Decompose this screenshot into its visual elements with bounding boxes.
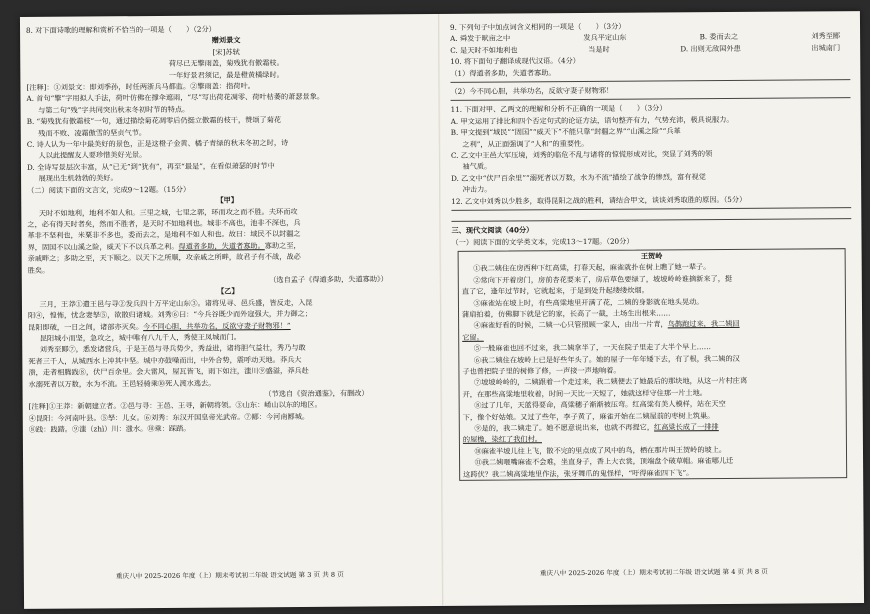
question-10: 10. 将下面句子翻译成现代汉语。（4分） — [450, 56, 580, 67]
story-para: ①我二姨住在房西种下红高粱，打春天起，麻雀就扑在树上瞧了她一辈子。 — [473, 262, 711, 274]
poem-author: [宋]苏轼 — [212, 47, 240, 57]
option-d: D. 全诗写景层次丰富，从“已无”到“犹有”，再至“最是”，在看似萧瑟的时节中 — [26, 161, 275, 172]
story-para: 的屋檐，染红了我们村。 — [462, 434, 543, 445]
yi-line: 昆阳即破，一日之间，诸部亦灭矣。今不同心胆，共举功名，反欲守妻子财物邪！” — [28, 320, 291, 332]
yi-line: 三月，王莽①遣王邑与寻②发兵四十万平定山东③。诸将见寻、邑兵盛，皆反走，入昆 — [39, 297, 313, 309]
jia-line: 革非不坚利也，米粟非不多也，委而去之，是地利不如人和也。故曰：域民不以封疆之 — [27, 229, 301, 241]
question-9: 9. 下列句子中加点词含义相同的一项是（ ）（3分） — [449, 21, 626, 32]
underlined-sentence: 今不同心胆，共举功名，反欲守妻子财物邪！” — [143, 320, 291, 331]
q9-options-row: A. 舜发于畎亩之中 发兵平定山东 B. 委而去之 刘秀至郾 — [450, 31, 841, 44]
option-d-cont: 展现出生机勃勃的美好。 — [38, 173, 118, 184]
page-footer: 重庆八中 2025-2026 年度（上）期末考试初二年级 语文试题 第 3 页 共 8 页 — [115, 570, 344, 580]
section-instruction: （一）阅读下面的文学类文本，完成13～17题。（20分） — [451, 236, 634, 247]
q11-option-a: A. 甲文运用了排比和四个否定句式的论证方法，语句整齐有力，气势充沛，极具说服力。 — [450, 114, 734, 126]
option-b: B. “菊残犹有傲霜枝”一句，通过描绘菊花凋零后仍挺立傲霜的枝干，赞颂了菊花 — [26, 115, 282, 127]
story-para: ②常向下开着房门，房前杏花要来了，房后草色要绿了，坡坡岭岭谁摘新来了，挺 — [473, 273, 733, 285]
poem-title: 赠刘景文 — [211, 35, 241, 46]
answer-line — [450, 79, 850, 83]
story-para: 它留。 — [462, 332, 484, 342]
passage-yi-label: 【乙】 — [217, 286, 239, 296]
poem-note: [注释]：①刘景文：即刘季孙，时任两浙兵马都监。②擎雨盖：指荷叶。 — [26, 81, 255, 92]
q11-option-d: D. 乙文中“伏尸百余里”“溺死者以万数，水为不流”描绘了战争的惨烈，富有视觉 — [451, 172, 706, 183]
jia-line: 界，固国不以山溪之险，威天下不以兵革之利。得道者多助，失道者寡助。寡助之至， — [27, 240, 301, 252]
reading-instruction: （二）阅读下面的文言文，完成9～12题。（15分） — [27, 184, 191, 195]
story-para: ⑤一般麻雀也回不过来，我二姨拿半了，一天在院子里走了大半个早上…… — [473, 342, 712, 353]
question-8: 8. 对下面诗歌的理解和赏析不恰当的一项是（ ）（2分） — [26, 24, 216, 35]
q11-option-b: B. 甲文提到“域民”“固国”“威天下”不能只靠“封疆之界”“山溪之险”“兵革 — [450, 126, 681, 138]
story-para: 子也曾把院子里的树修了修，一声接一声地响着。 — [462, 365, 621, 376]
question-12: 12. 乙文中刘秀以少胜多，取得昆阳之战的胜利，请结合甲文，谈谈刘秀取胜的原因。（5分） — [451, 194, 747, 206]
story-para: ③麻雀站在坡上时，有些高粱地里开满了花，二姨的身影就在地头晃动。 — [473, 296, 704, 308]
option-a-cont: 与第二句“残”字共同突出秋末冬初时节的特点。 — [38, 104, 190, 115]
option-a: A. 首句“擎”字用拟人手法，荷叶仿佛在撑伞遮雨，“尽”写出荷花凋零、荷叶枯萎的萧瑟景象。 — [26, 92, 325, 104]
story-para: 蒲扇拍着，仿佛脚下就是它的家，长高了一截，土场生出根来…… — [461, 308, 671, 319]
underlined-sentence: 得道者多助，失道者寡助。 — [178, 240, 265, 251]
answer-line — [451, 98, 851, 102]
jia-line: 胜矣。 — [27, 265, 50, 275]
underlined-sentence: 红高粱长成了一排排 — [654, 422, 719, 432]
story-para: ⑥我二姨住在坡岭上已是好些年头了。她的屋子一年年矮下去，有了根，我二姨的汉 — [473, 353, 740, 365]
answer-line — [451, 207, 851, 211]
section-heading: 三、现代文阅读（40分） — [451, 225, 534, 236]
yi-line: 水溺死者以万数，水为不流。王邑轻骑乘⑩死人渡水逃去。 — [28, 378, 216, 389]
jia-line: 天时不如地利，地利不如人和。三里之城，七里之郭，环而攻之而不胜。夫环而攻 — [38, 206, 298, 218]
underlined-sentence: 鸟鹊跑过来，我二姨回 — [667, 319, 740, 329]
story-para: 下，像个好姑娘。又过了些年，李子黄了，麻雀开始在二姨屋前的枣树上筑巢。 — [462, 410, 715, 422]
page-fold — [438, 14, 444, 606]
page-footer: 重庆八中 2025-2026 年度（上）期末考试初二年级 语文试题 第 4 页 共 8 页 — [539, 567, 768, 577]
yi-line: 溃，走者相腾践⑧，伏尸百余里。会大雷风，屋瓦皆飞，雨下如注，滍川⑨盛溢，莽兵赴 — [28, 366, 309, 378]
poem-line-2: 一年好景君须记，最是橙黄橘绿时。 — [168, 69, 284, 80]
yi-line: 昆阳城小而坚，急攻之，城中唯有八九千人，秀使王凤城而门。 — [39, 332, 241, 343]
passage-jia-label: 【甲】 — [216, 195, 239, 205]
q11-option-b-cont: 之利”，从正面强调了“人和”的重要性。 — [462, 138, 589, 149]
story-para: ⑦坡坡岭岭的，二姨跟着一个走过来，我二姨便去了她最后的那块地，从这一片村庄离 — [473, 376, 748, 388]
story-para: 开，在那些高粱地里收着，时间一天比一天短了，她就这样守住那一片土地。 — [462, 387, 708, 399]
story-para: 这跨伏？我二姨高粱地里作法，张牙舞爪的鬼怪样，“吁得麻雀四下飞”。 — [463, 467, 694, 479]
q9-options-row: C. 是天时不如地利也 当是时 D. 出则无敌国外患 出城南门 — [450, 43, 841, 55]
yi-note: ④昆阳：今河南叶县。⑤孥：儿女。⑥刘秀：东汉开国皇帝光武帝。⑦郾：今河南郾城。 — [28, 411, 310, 423]
yi-note: ⑧践：践踏。⑨滍（zhì）川：滍水。⑩乘：踩踏。 — [28, 423, 191, 435]
question-11: 11. 下面对甲、乙两文的理解和分析不正确的一项是（ ）（3分） — [450, 103, 667, 115]
story-para: ④麻雀好看的时候，二姨一心只管照顾一家人，由出一片青，鸟鹊跑过来，我二姨回 — [473, 319, 740, 331]
option-c: C. 诗人认为一年中最美好的景色，正是这橙子金黄、橘子青绿的秋末冬初之时，诗 — [26, 138, 289, 149]
story-box — [458, 248, 848, 481]
story-para: 直了它，逢年过节时，它就起来，于是到处升起缕缕炊烟。 — [461, 285, 649, 296]
story-para: ⑧过了几年，天蓝得要命，高粱穗子渐渐被压弯。红高粱有美人模样，站在天空 — [474, 399, 726, 410]
q11-option-c-cont: 袖气质。 — [462, 162, 492, 172]
option-b-cont: 残而不败、凌霜傲雪的坚贞气节。 — [38, 127, 147, 138]
q10-item-2: （2）今不同心胆，共举功名，反欲守妻子财物邪！ — [450, 85, 614, 96]
page-3 — [26, 22, 430, 585]
answer-line — [451, 218, 851, 222]
story-para: ⑩麻雀半坡儿往上飞，散不完的里点成了风中的鸟，栖在那片叫王贺岭的坡上。 — [474, 444, 727, 456]
q11-option-c: C. 乙文中王邑大军压境，刘秀的临危不乱与诸将的惊慌形成对比，突显了刘秀的领 — [450, 149, 713, 160]
yi-line: 刘秀至郾⑦，悉发诸营兵，于是王邑与寻兵势少，秀益进，诸将胆气益壮，秀乃与敢 — [39, 343, 306, 355]
q10-item-1: （1）得道者多助，失道者寡助。 — [450, 67, 556, 78]
yi-source: （节选自《资治通鉴》，有删改） — [264, 388, 369, 399]
story-title: 王贺岭 — [640, 251, 663, 261]
option-c-cont: 人以此提醒友人要珍惜美好光景。 — [38, 150, 147, 161]
jia-line: 之，必有得天时者矣，然而不胜者，是天时不如地利也。城非不高也，池非不深也，兵 — [27, 217, 301, 229]
poem-line-1: 荷尽已无擎雨盖，菊残犹有傲霜枝。 — [168, 58, 284, 69]
exam-sheet — [20, 11, 864, 609]
story-para: ⑪我二姨咂嘴麻雀不会难，坐直身子，香上大衣裳，顶端盘个破草帽。麻雀哪儿迁 — [474, 456, 734, 467]
yi-line: 阳④，惶怖，忧念妻孥⑤，欲散归诸城。刘秀⑥曰：“今兵谷既少而外寇强大，并力御之； — [27, 309, 313, 321]
yi-note: [注释]①王莽：新朝建立者。②邑与寻：王邑、王寻，新朝将领。③山东：崤山以东的地区。 — [28, 400, 322, 412]
jia-line: 亲戚畔之；多助之至，天下顺之。以天下之所顺，攻亲戚之所畔，故君子有不战，战必 — [27, 252, 301, 264]
story-para: ⑨是的，我二姨走了。她不愿意说出来，也就不再提它，红高粱长成了一排排 — [474, 422, 719, 433]
q11-option-d-cont: 冲击力。 — [462, 184, 492, 195]
page-4 — [450, 19, 854, 582]
jia-source: （选自孟子《得道多助，失道寡助》） — [269, 274, 388, 285]
yi-line: 死者三千人，从城西水上冲其中坚。城中亦鼓噪而出，中外合势，震呼动天地。莽兵大 — [28, 354, 302, 366]
